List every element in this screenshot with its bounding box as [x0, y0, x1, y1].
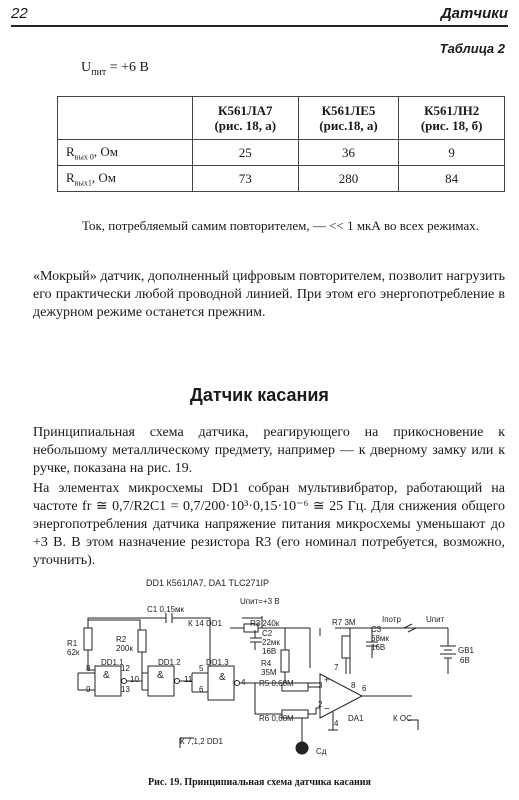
da1-label: DA1: [348, 714, 364, 723]
battery-gb1: [420, 628, 456, 674]
r6-label: R6 0,68М: [259, 714, 294, 723]
pin-label: 2: [318, 700, 323, 709]
pin-label: 11: [184, 675, 193, 684]
page-number: 22: [11, 5, 28, 22]
r2-value: 200к: [116, 644, 133, 653]
inverter-bubble: [122, 679, 127, 684]
c1-label: C1 0,15мк: [147, 605, 185, 614]
table-cell: 9: [399, 140, 505, 166]
to-dd1-pin14-label: К 14 DD1: [188, 619, 223, 628]
output-resistance-table: [57, 96, 505, 192]
table-cell: 84: [399, 166, 505, 192]
circuit-schematic: [0, 570, 519, 775]
pin-label: 4: [241, 678, 246, 687]
resistor-r2: [138, 630, 146, 652]
chip-list-label: DD1 К561ЛА7, DA1 TLC271IP: [146, 578, 270, 588]
and-symbol: &: [157, 670, 164, 681]
table-cell: 73: [193, 166, 299, 192]
and-symbol: &: [103, 670, 110, 681]
r7-label: R7 3М: [332, 618, 356, 627]
paragraph: Принципиальная схема датчика, реагирующего на прикосновение к небольшому металлическому предмету, например — к дверному замку или к ручке, показана на рис. 19.: [33, 425, 505, 476]
pin-label: 12: [121, 664, 130, 673]
pin-label: 13: [121, 685, 130, 694]
gb1-label: GB1: [458, 646, 475, 655]
paragraph: «Мокрый» датчик, дополненный цифровым повторителем, позволит нагрузить его практически любой проводной линией. При этом его энергопотребление в дежурном режиме останется прежним.: [33, 269, 505, 320]
r4-label: R4: [261, 659, 272, 668]
table-header-row: [58, 97, 505, 140]
dd11-label: DD1.1: [101, 658, 124, 667]
upit-label: Uпит: [426, 615, 445, 624]
supply-label: Uпит=+3 В: [240, 597, 280, 606]
r3-label: R3 240к: [250, 619, 280, 628]
and-symbol: &: [219, 672, 226, 683]
inverter-bubble: [235, 681, 240, 686]
pin-label: 10: [130, 675, 139, 684]
c2-label: C2: [262, 629, 273, 638]
resistor-r1: [84, 628, 92, 650]
r5-label: R5 0,68М: [259, 679, 294, 688]
pin-label: 3: [318, 681, 323, 690]
table-cell: 36: [298, 140, 399, 166]
to-dd1-pin7-label: К 7,1,2 DD1: [180, 737, 223, 746]
supply-voltage-label: $U_{пит} = +6$ В: [81, 60, 149, 78]
capacitor-c2: [250, 628, 310, 650]
sensor-label: Cд: [316, 747, 327, 756]
section-title: Датчики: [440, 5, 508, 22]
plus-input-mark: +: [324, 675, 330, 685]
column-header: К561ЛН2 (рис. 18, б): [399, 97, 505, 140]
gb1-value: 6В: [460, 656, 470, 665]
c2-voltage: 16В: [262, 647, 277, 656]
r1-value: 62к: [67, 648, 80, 657]
r2-label: R2: [116, 635, 127, 644]
ipotr-label: Iпотр: [382, 615, 401, 624]
table-caption: Таблица 2: [439, 41, 505, 56]
pin-label: 8: [351, 681, 356, 690]
table-row: [58, 140, 505, 166]
dd12-label: DD1.2: [158, 658, 181, 667]
row-label: $R_{вых 0}$, Ом: [58, 140, 193, 166]
pin-label: 7: [334, 663, 339, 672]
paragraph: На элементах микросхемы DD1 собран мультивибратор, работающий на частоте fr ≅ 0,7/R2C1 = 0,7/200·10³·0,15·10⁻⁶ ≅ 25 Гц. Для снижения общего энергопотребления датчика напряжение питания микросхемы уменьшают до +3 В. В этом назначение резистора R3 (его номинал потребуется, возможно, уточнить).: [33, 481, 505, 568]
r4-value: 35М: [261, 668, 277, 677]
inverter-bubble: [175, 679, 180, 684]
touch-sensor: [296, 742, 308, 754]
page-header: [11, 5, 508, 27]
table-note: Ток, потребляемый самим повторителем, — << 1 мкА во всех режимах.: [82, 218, 480, 233]
table-cell: 280: [298, 166, 399, 192]
r1-label: R1: [67, 639, 78, 648]
figure-caption: Рис. 19. Принципиальная схема датчика касания: [148, 777, 371, 788]
row-label: $R_{вых1}$, Ом: [58, 166, 193, 192]
section-heading: Датчик касания: [190, 385, 329, 405]
resistor-r4: [281, 650, 289, 672]
pin-label: 6: [362, 684, 367, 693]
feedback-out-label: К ОС: [393, 714, 412, 723]
dd13-label: DD1.3: [206, 658, 229, 667]
c3-voltage: 16В: [371, 643, 386, 652]
column-header: К561ЛА7 (рис. 18, а): [193, 97, 299, 140]
c2-value: 22мк: [262, 638, 280, 647]
header-rule: [11, 25, 508, 27]
table-corner: [58, 97, 193, 140]
pin-label: 5: [199, 664, 204, 673]
table-cell: 25: [193, 140, 299, 166]
pin-label: 9: [86, 685, 91, 694]
c3-label: C3: [371, 625, 382, 634]
pin-label: 6: [199, 685, 204, 694]
c3-value: 68мк: [371, 634, 389, 643]
table-row: [58, 166, 505, 192]
pin-label: 4: [334, 719, 339, 728]
minus-input-mark: −: [324, 704, 330, 715]
column-header: К561ЛЕ5 (рис.18, а): [298, 97, 399, 140]
pin-label: 8: [86, 664, 91, 673]
resistor-r7: [342, 636, 350, 658]
